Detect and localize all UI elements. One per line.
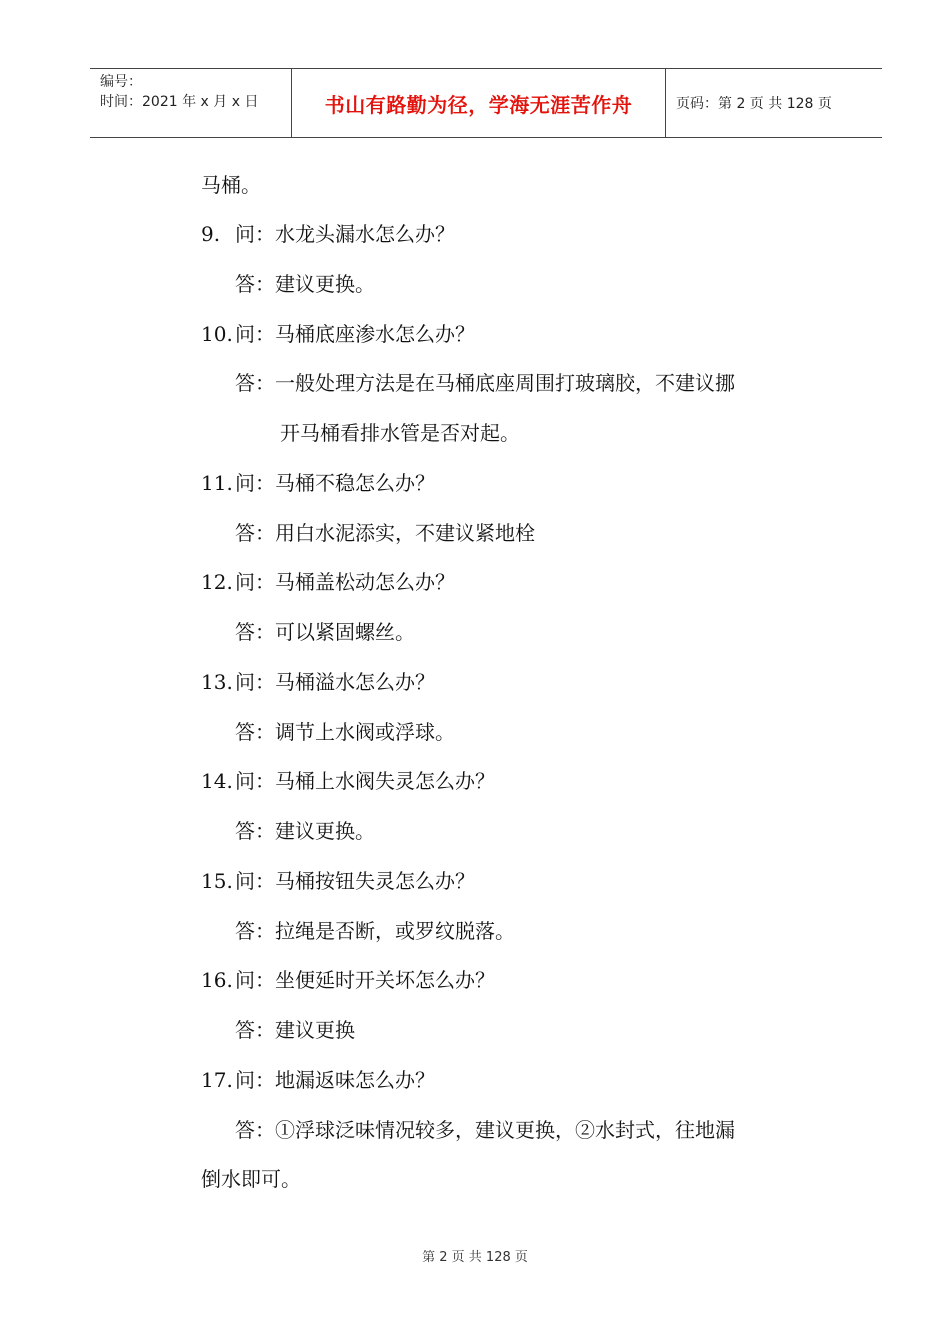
answer-text: 答：调节上水阀或浮球。 <box>235 720 455 744</box>
document-header <box>90 68 882 138</box>
question-number: 9. <box>201 222 221 246</box>
question-text: 问：马桶上水阀失灵怎么办？ <box>235 769 495 793</box>
header-page-cell <box>666 69 882 137</box>
question-number: 11. <box>201 471 233 495</box>
motto: 书山有路勤为径，学海无涯苦作舟 <box>324 92 633 117</box>
question-number: 10. <box>201 322 233 346</box>
answer-text: 开马桶看排水管是否对起。 <box>280 421 520 445</box>
question-number: 14. <box>201 769 233 793</box>
header-motto-cell <box>292 69 666 137</box>
question-text: 问：马桶按钮失灵怎么办？ <box>235 869 475 893</box>
footer-page-number: 第 2 页 共 128 页 <box>422 1250 528 1265</box>
answer-text: 答：①浮球泛味情况较多，建议更换，②水封式，往地漏 <box>235 1118 735 1142</box>
question-text: 问：坐便延时开关坏怎么办？ <box>235 968 495 992</box>
question-text: 问：马桶溢水怎么办？ <box>235 670 435 694</box>
paragraph-line: 马桶。 <box>201 173 261 197</box>
question-number: 15. <box>201 869 233 893</box>
question-text: 问：水龙头漏水怎么办？ <box>235 222 455 246</box>
question-text: 问：马桶不稳怎么办？ <box>235 471 435 495</box>
answer-text: 答：一般处理方法是在马桶底座周围打玻璃胶，不建议挪 <box>235 371 735 395</box>
answer-text: 答：拉绳是否断，或罗纹脱落。 <box>235 919 515 943</box>
question-number: 17. <box>201 1068 233 1092</box>
time-label: 时间：2021 年 x 月 x 日 <box>100 94 259 110</box>
answer-text: 答：可以紧固螺丝。 <box>235 620 415 644</box>
header-meta-cell <box>90 69 292 137</box>
question-text: 问：马桶盖松动怎么办？ <box>235 570 455 594</box>
question-text: 问：地漏返味怎么办？ <box>235 1068 435 1092</box>
answer-text: 答：用白水泥添实，不建议紧地栓 <box>235 521 535 545</box>
answer-text: 答：建议更换 <box>235 1018 355 1042</box>
answer-text: 答：建议更换。 <box>235 819 375 843</box>
answer-text: 答：建议更换。 <box>235 272 375 296</box>
page-footer <box>0 1246 950 1265</box>
number-label: 编号： <box>100 74 142 90</box>
answer-text: 倒水即可。 <box>201 1167 301 1191</box>
question-text: 问：马桶底座渗水怎么办？ <box>235 322 475 346</box>
question-number: 13. <box>201 670 233 694</box>
question-number: 12. <box>201 570 233 594</box>
question-number: 16. <box>201 968 233 992</box>
page-info: 页码：第 2 页 共 128 页 <box>676 96 832 112</box>
